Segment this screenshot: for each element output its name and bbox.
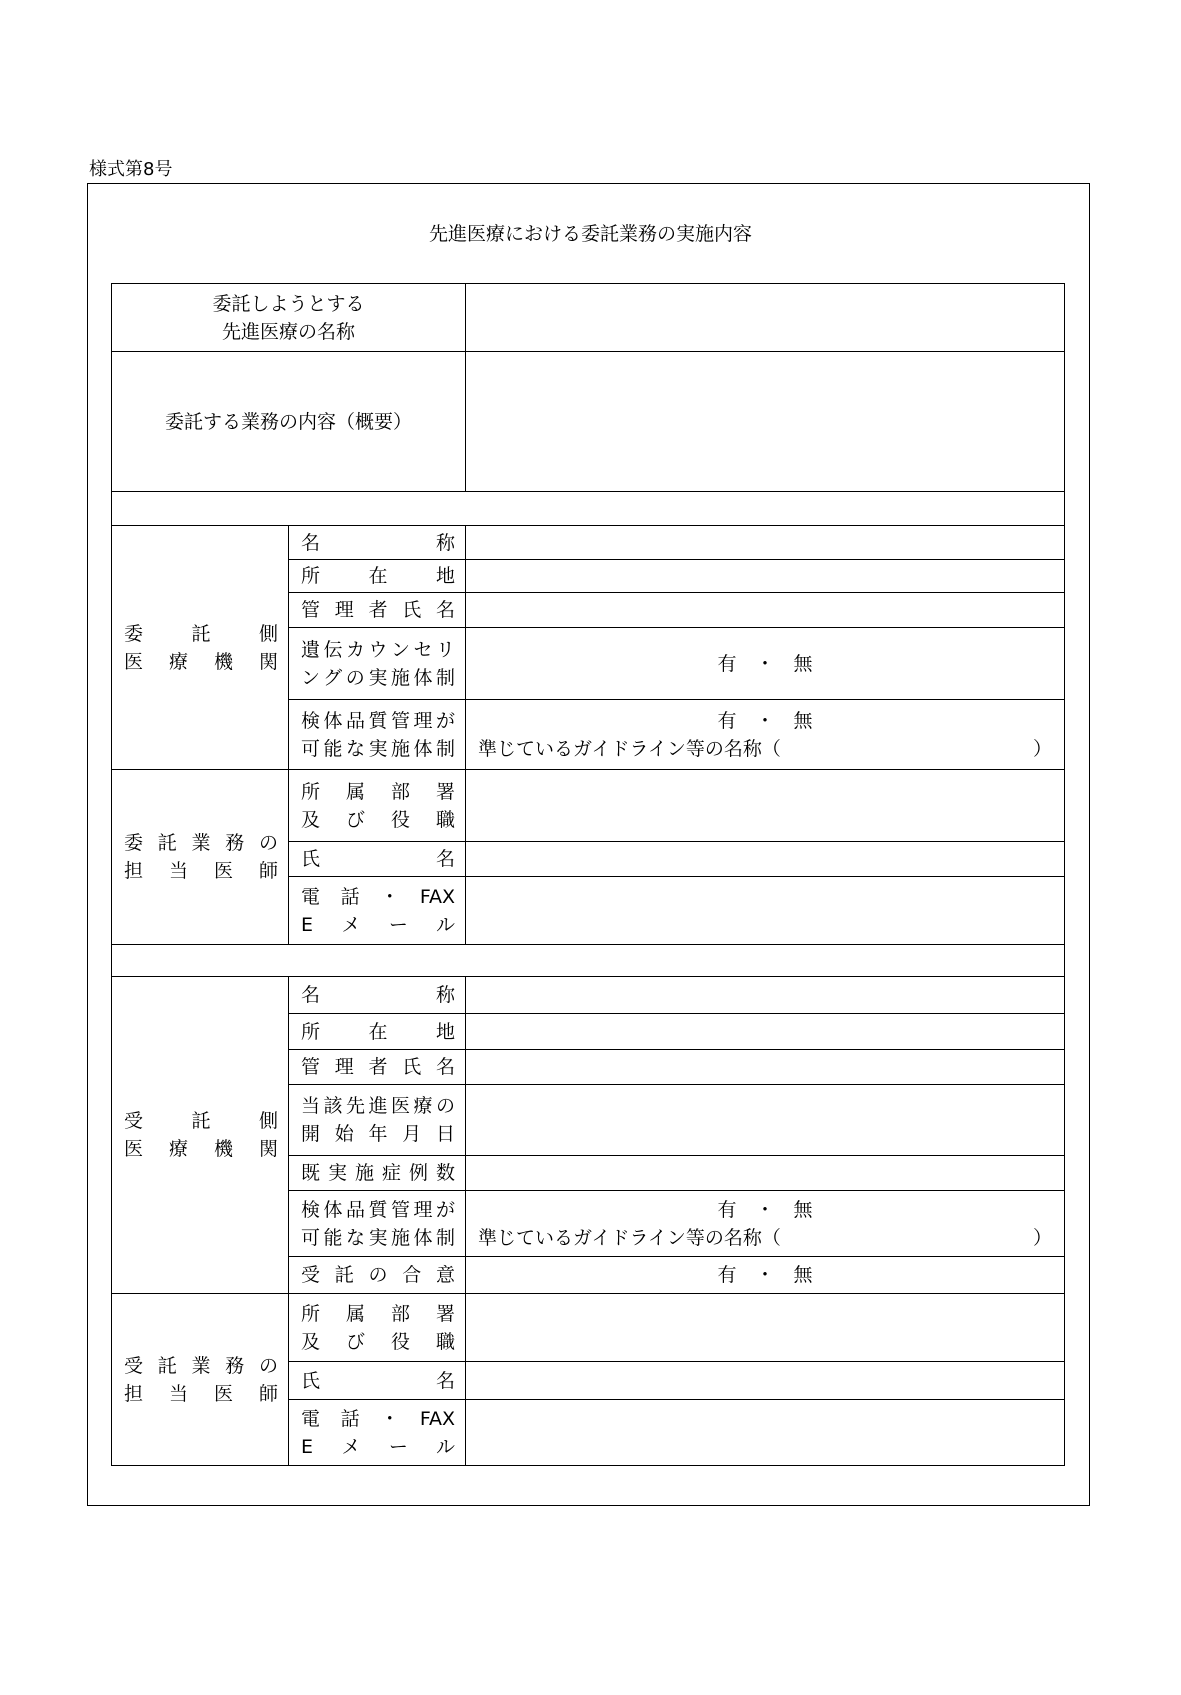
consignee-guideline-close: ） (1032, 1226, 1052, 1249)
consignee-quality-yes-no[interactable]: 有 ・ 無 (717, 1198, 813, 1221)
consignor-doctor-contact-label: 電話・FAX Eメール (289, 877, 466, 945)
consignee-manager-label: 管理者氏名 (289, 1050, 466, 1085)
advanced-name-label: 委託しようとする 先進医療の名称 (112, 284, 466, 352)
form-number: 様式第8号 (89, 159, 173, 180)
counseling-yes-no[interactable]: 有 ・ 無 (466, 628, 1065, 700)
consignee-location-label: 所在地 (289, 1014, 466, 1050)
start-date-field[interactable] (466, 1085, 1065, 1156)
consignee-group-label: 受 託 側 医療機関 (112, 977, 289, 1294)
counseling-label: 遺伝カウンセリ ングの実施体制 (289, 628, 466, 700)
consignee-guideline-label: 準じているガイドライン等の名称（ (478, 1226, 781, 1249)
consignee-doctor-name-field[interactable] (466, 1362, 1065, 1400)
consignee-doctor-dept-label: 所属部署 及び役職 (289, 1294, 466, 1362)
consignee-manager-field[interactable] (466, 1050, 1065, 1085)
consignor-location-label: 所在地 (289, 560, 466, 593)
consignor-quality-label: 検体品質管理が 可能な実施体制 (289, 700, 466, 770)
consignee-doctor-group-label: 受託業務の 担当医師 (112, 1294, 289, 1466)
consignor-manager-field[interactable] (466, 593, 1065, 628)
consignor-guideline-label: 準じているガイドライン等の名称（ (478, 737, 781, 760)
consignee-doctor-dept-field[interactable] (466, 1294, 1065, 1362)
consignor-doctor-contact-field[interactable] (466, 877, 1065, 945)
agreement-label: 受託の合意 (289, 1257, 466, 1294)
advanced-name-field[interactable] (466, 284, 1065, 352)
consignee-quality-field[interactable] (466, 1191, 1065, 1257)
consignor-doctor-group-label: 委託業務の 担当医師 (112, 770, 289, 945)
start-date-label: 当該先進医療の 開始年月日 (289, 1085, 466, 1156)
task-content-field[interactable] (466, 352, 1065, 492)
page-title: 先進医療における委託業務の実施内容 (428, 223, 752, 245)
agreement-yes-no[interactable]: 有 ・ 無 (466, 1257, 1065, 1294)
consignee-name-field[interactable] (466, 977, 1065, 1014)
consignor-quality-yes-no[interactable]: 有 ・ 無 (717, 709, 813, 732)
consignee-doctor-contact-label: 電話・FAX Eメール (289, 1400, 466, 1466)
consignee-quality-label: 検体品質管理が 可能な実施体制 (289, 1191, 466, 1257)
cases-field[interactable] (466, 1156, 1065, 1191)
consignor-name-field[interactable] (466, 526, 1065, 560)
consignor-name-label: 名称 (289, 526, 466, 560)
consignor-quality-field[interactable] (466, 700, 1065, 770)
consignee-doctor-contact-field[interactable] (466, 1400, 1065, 1466)
consignee-name-label: 名称 (289, 977, 466, 1014)
consignor-doctor-dept-label: 所属部署 及び役職 (289, 770, 466, 842)
spacer-row (112, 945, 1065, 977)
consignor-doctor-dept-field[interactable] (466, 770, 1065, 842)
consignor-doctor-name-field[interactable] (466, 842, 1065, 877)
consignor-guideline-close: ） (1032, 737, 1052, 760)
consignor-group-label: 委 託 側 医療機関 (112, 526, 289, 770)
consignee-doctor-name-label: 氏名 (289, 1362, 466, 1400)
consignor-doctor-name-label: 氏名 (289, 842, 466, 877)
consignor-manager-label: 管理者氏名 (289, 593, 466, 628)
cases-label: 既実施症例数 (289, 1156, 466, 1191)
consignor-location-field[interactable] (466, 560, 1065, 593)
task-content-label: 委託する業務の内容（概要） (112, 352, 466, 492)
form-table (111, 283, 1065, 1466)
spacer-row (112, 492, 1065, 526)
consignee-location-field[interactable] (466, 1014, 1065, 1050)
